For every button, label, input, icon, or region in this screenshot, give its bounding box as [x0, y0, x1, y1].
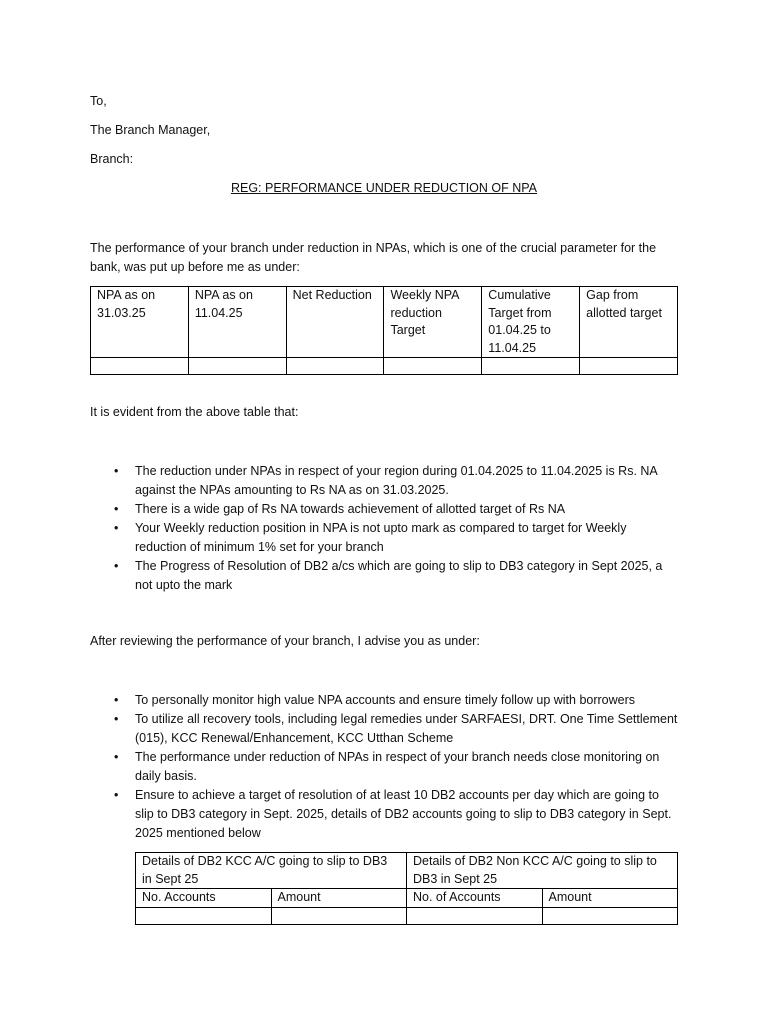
- cell-npa-11-04: [188, 358, 286, 375]
- advice-text: To personally monitor high value NPA accounts and ensure timely follow up with borrowers: [135, 693, 636, 707]
- list-item: [90, 710, 680, 748]
- npa-performance-table: [90, 286, 678, 375]
- recipient: The Branch Manager,: [90, 123, 211, 137]
- db2-accounts-table: [135, 852, 678, 925]
- subject-line: REG: PERFORMANCE UNDER REDUCTION OF NPA: [230, 181, 538, 195]
- findings-list: [90, 462, 680, 595]
- bullet-icon: •: [114, 693, 119, 707]
- finding-text: Your Weekly reduction position in NPA is not upto mark as compared to target for Weekly reduction of minimum 1% set for your branch: [135, 521, 627, 554]
- finding-text: There is a wide gap of Rs NA towards achievement of allotted target of Rs NA: [135, 502, 566, 516]
- subheader-kcc-amount: Amount: [271, 889, 407, 908]
- bullet-icon: •: [114, 788, 119, 802]
- cell-weekly-target: [384, 358, 482, 375]
- subheader-non-kcc-amount: Amount: [542, 889, 678, 908]
- header-net-reduction: Net Reduction: [286, 287, 384, 358]
- bullet-icon: •: [114, 464, 119, 478]
- bullet-icon: •: [114, 712, 119, 726]
- list-item: [90, 557, 680, 595]
- subheader-non-kcc-accounts: No. of Accounts: [407, 889, 543, 908]
- advice-list: [90, 691, 680, 843]
- list-item: [90, 500, 680, 519]
- evident-heading: It is evident from the above table that:: [90, 405, 299, 419]
- list-item: [90, 691, 680, 710]
- advice-heading: After reviewing the performance of your branch, I advise you as under:: [90, 634, 480, 648]
- list-item: [90, 519, 680, 557]
- list-item: [90, 462, 680, 500]
- header-weekly-target: Weekly NPA reduction Target: [384, 287, 482, 358]
- finding-text: The reduction under NPAs in respect of your region during 01.04.2025 to 11.04.2025 is Rs. NA against the NPAs amounting to Rs NA as on 31.03.2025.: [135, 464, 658, 497]
- advice-text: To utilize all recovery tools, including legal remedies under SARFAESI, DRT. One Time Settlement (015), KCC Renewal/Enhancement, KCC Utthan Scheme: [135, 712, 678, 745]
- db2-table-subheader-row: [136, 889, 678, 908]
- header-cumulative-target: Cumulative Target from 01.04.25 to 11.04.25: [482, 287, 580, 358]
- salutation-to: To,: [90, 94, 107, 108]
- header-npa-11-04: NPA as on 11.04.25: [188, 287, 286, 358]
- intro-paragraph: The performance of your branch under reduction in NPAs, which is one of the crucial parameter for the bank, was put up before me as under:: [90, 241, 657, 274]
- header-gap: Gap from allotted target: [580, 287, 678, 358]
- bullet-icon: •: [114, 502, 119, 516]
- bullet-icon: •: [114, 521, 119, 535]
- subheader-kcc-accounts: No. Accounts: [136, 889, 272, 908]
- npa-table-row: [91, 358, 678, 375]
- bullet-icon: •: [114, 750, 119, 764]
- cell-non-kcc-accounts: [407, 907, 543, 924]
- npa-table-header-row: [91, 287, 678, 358]
- header-non-kcc-details: Details of DB2 Non KCC A/C going to slip to DB3 in Sept 25: [407, 853, 678, 889]
- advice-text: Ensure to achieve a target of resolution of at least 10 DB2 accounts per day which are going to slip to DB3 category in Sept. 2025, details of DB2 accounts going to slip to DB3 category in Sept. 2025 mentioned below: [135, 788, 672, 840]
- advice-text: The performance under reduction of NPAs in respect of your branch needs close monitoring on daily basis.: [135, 750, 660, 783]
- cell-non-kcc-amount: [542, 907, 678, 924]
- cell-gap: [580, 358, 678, 375]
- branch-label: Branch:: [90, 152, 134, 166]
- list-item: [90, 786, 680, 843]
- header-kcc-details: Details of DB2 KCC A/C going to slip to DB3 in Sept 25: [136, 853, 407, 889]
- cell-kcc-accounts: [136, 907, 272, 924]
- header-npa-31-03: NPA as on 31.03.25: [91, 287, 189, 358]
- cell-kcc-amount: [271, 907, 407, 924]
- finding-text: The Progress of Resolution of DB2 a/cs which are going to slip to DB3 category in Sept 2025, a not upto the mark: [135, 559, 663, 592]
- cell-net-reduction: [286, 358, 384, 375]
- bullet-icon: •: [114, 559, 119, 573]
- cell-npa-31-03: [91, 358, 189, 375]
- db2-table-header-row: [136, 853, 678, 889]
- db2-table-row: [136, 907, 678, 924]
- list-item: [90, 748, 680, 786]
- cell-cumulative-target: [482, 358, 580, 375]
